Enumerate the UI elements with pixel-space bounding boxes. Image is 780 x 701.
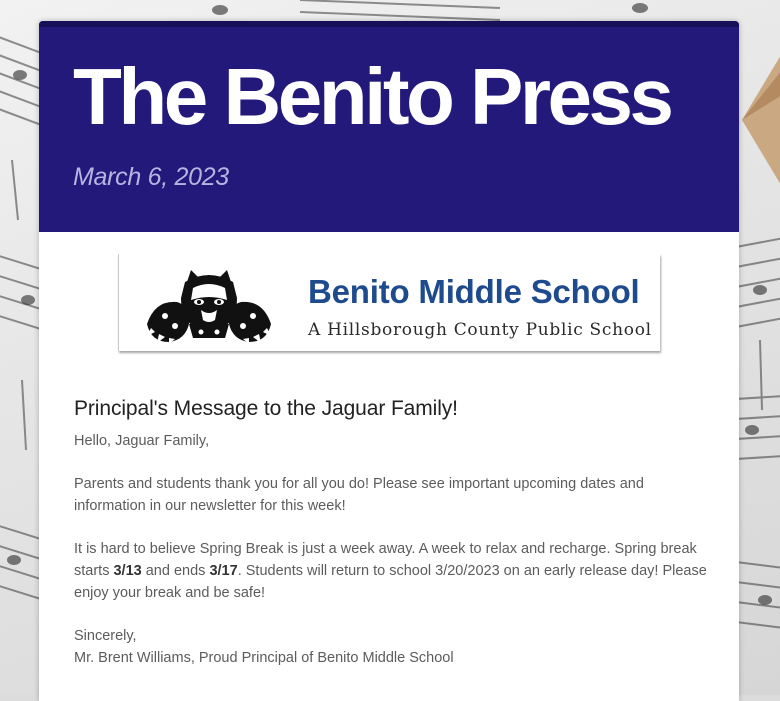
message-paragraph: Parents and students thank you for all you do! Please see important upcoming dates and information in our newsletter for this week!	[74, 476, 644, 514]
message-greeting: Hello, Jaguar Family,	[74, 433, 210, 449]
school-tagline: A Hillsborough County Public School	[308, 320, 652, 340]
message-paragraph	[74, 538, 714, 604]
newsletter-card	[39, 21, 739, 701]
masthead-top-border	[39, 21, 739, 27]
paragraph-text: and ends	[141, 563, 210, 579]
school-banner	[118, 254, 660, 351]
newsletter-date: March 6, 2023	[73, 163, 229, 191]
paragraph-text: . Students will return to school 3/20/2023 on an early release day! Please enjoy your break and be safe!	[74, 563, 707, 601]
break-start-date: 3/13	[113, 563, 142, 579]
principal-message	[74, 397, 714, 669]
paragraph-text: It is hard to believe Spring Break is just a week away. A week to relax and recharge. Spring break starts	[74, 541, 697, 579]
message-heading: Principal's Message to the Jaguar Family!	[74, 397, 458, 420]
newsletter-title: The Benito Press	[73, 52, 671, 141]
message-signature: Mr. Brent Williams, Proud Principal of Benito Middle School	[74, 650, 454, 666]
break-end-date: 3/17	[209, 563, 238, 579]
school-name: Benito Middle School	[308, 273, 640, 310]
message-closing: Sincerely,	[74, 628, 137, 644]
jaguar-mascot-icon	[145, 268, 273, 344]
newsletter-masthead	[39, 21, 739, 232]
